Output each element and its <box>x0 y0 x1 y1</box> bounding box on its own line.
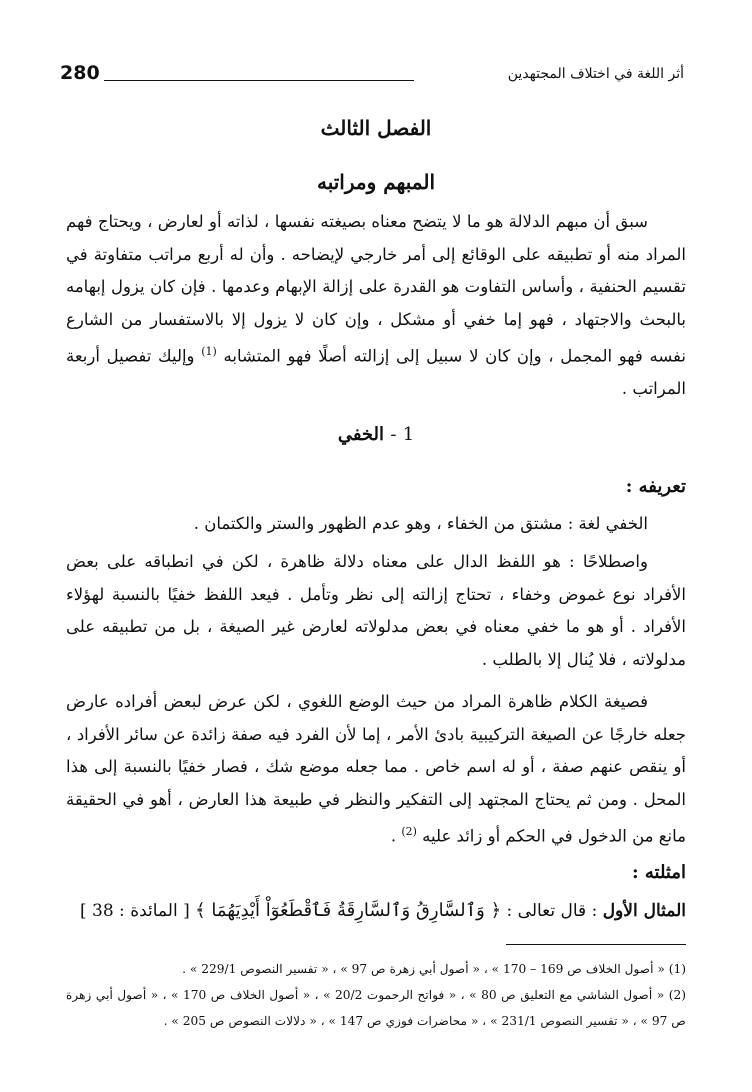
subsection-number: 1 <box>402 424 415 445</box>
definition-language <box>66 508 686 541</box>
definition-term-text: واصطلاحًا : هو اللفظ الدال على معناه دلالة ظاهرة ، لكن في انطباقه على بعض الأفراد نوع غموض وخفاء ، تحتاج إزالته إلى نظر وتأمل . فيعد اللفظ خفيًا بالنسبة لهؤلاء الأفراد . أو هو ما خفي معناه في بعض مدلولاته لعارض غير الصيغة ، بل من تطبيقه على مدلولاته ، فلا يُنال إلا بالطلب . <box>66 552 686 669</box>
definition-term <box>66 546 686 676</box>
intro-text: سبق أن مبهم الدلالة هو ما لا يتضح معناه بصيغته نفسها ، لذاته أو لعارض ، ويحتاج فهم المراد منه أو تطبيقه على الوقائع إلى أمر خارجي لإيضاحه . وأن له أربع مراتب متفاوتة في تقسيم الحنفية ، وأساس التفاوت هو القدرة على إزالة الإبهام وعدمها . فإن كان يزول إبهامه بالبحث والاجتهاد ، فهو إما خفي أو مشكل ، وإن كان لا يزول إلا بالاستفسار من الشارع نفسه فهو المجمل ، وإن كان لا سبيل إلى إزالته أصلًا فهو المتشابه <box>66 212 686 366</box>
footnote-2: (2) « أصول الشاشي مع التعليق ص 80 » ، « فواتح الرحموت 20/2 » ، « أصول الخلاف ص 170 » ، « أصول أبي زهرة ص 97 » ، « تفسير النصوص 231/1 » ، « محاضرات فوزي ص 147 » ، « دلالات النصوص ص 205 » . <box>66 988 686 1028</box>
explanation-tail: . <box>390 826 402 846</box>
page-header <box>60 60 684 90</box>
running-title: أثر اللغة في اختلاف المجتهدين <box>507 66 684 82</box>
explanation-text: فصيغة الكلام ظاهرة المراد من حيث الوضع اللغوي ، لكن عرض لبعض أفراده عارض جعله خارجًا عن الصيغة التركيبية بادئ الأمر ، إما لأن الفرد فيه صفة زائدة عن سائر الأفراد ، أو ينقص عنهم صفة ، أو له اسم خاص . مما جعله موضع شك ، فصار خفيًا بالنسبة إلى هذا المحل . ومن ثم يحتاج المجتهد إلى التفكير والنظر في طبيعة هذا العارض ، أهو في الحقيقة مانع من الدخول في الحكم أو زائد عليه <box>66 692 686 846</box>
subsection-heading <box>0 424 752 445</box>
section-title: المبهم ومراتبه <box>316 170 436 194</box>
quran-verse: ﴿ وَٱلسَّارِقُ وَٱلسَّارِقَةُ فَٱقْطَعُوٓاْ أَيْدِيَهُمَا ﴾ <box>195 900 502 921</box>
footnotes <box>66 956 686 1034</box>
header-rule <box>104 80 414 81</box>
footnote-ref-2: (2) <box>401 825 417 838</box>
example-intro: : قال تعالى : <box>501 901 603 921</box>
intro-tail: وإليك تفصيل أربعة المراتب . <box>66 346 686 398</box>
definition-heading: تعريفه : <box>625 476 686 497</box>
footnote-ref-1: (1) <box>201 345 217 358</box>
intro-paragraph <box>66 206 686 406</box>
subsection-dash: - <box>390 424 397 445</box>
definition-language-text: الخفي لغة : مشتق من الخفاء ، وهو عدم الظهور والستر والكتمان . <box>193 514 648 533</box>
chapter-title: الفصل الثالث <box>320 116 432 140</box>
footnote-rule <box>506 944 686 945</box>
page-number: 280 <box>60 62 100 84</box>
footnote-1: (1) « أصول الخلاف ص 169 – 170 » ، « أصول أبي زهرة ص 97 » ، « تفسير النصوص 229/1 » . <box>182 962 686 976</box>
explanation-paragraph <box>66 686 686 853</box>
examples-heading: امثلته : <box>631 862 686 883</box>
subsection-title: الخفي <box>337 424 385 445</box>
example-label: المثال الأول <box>602 901 686 921</box>
verse-reference: [ المائدة : 38 ] <box>79 901 196 921</box>
example-1 <box>66 900 686 921</box>
